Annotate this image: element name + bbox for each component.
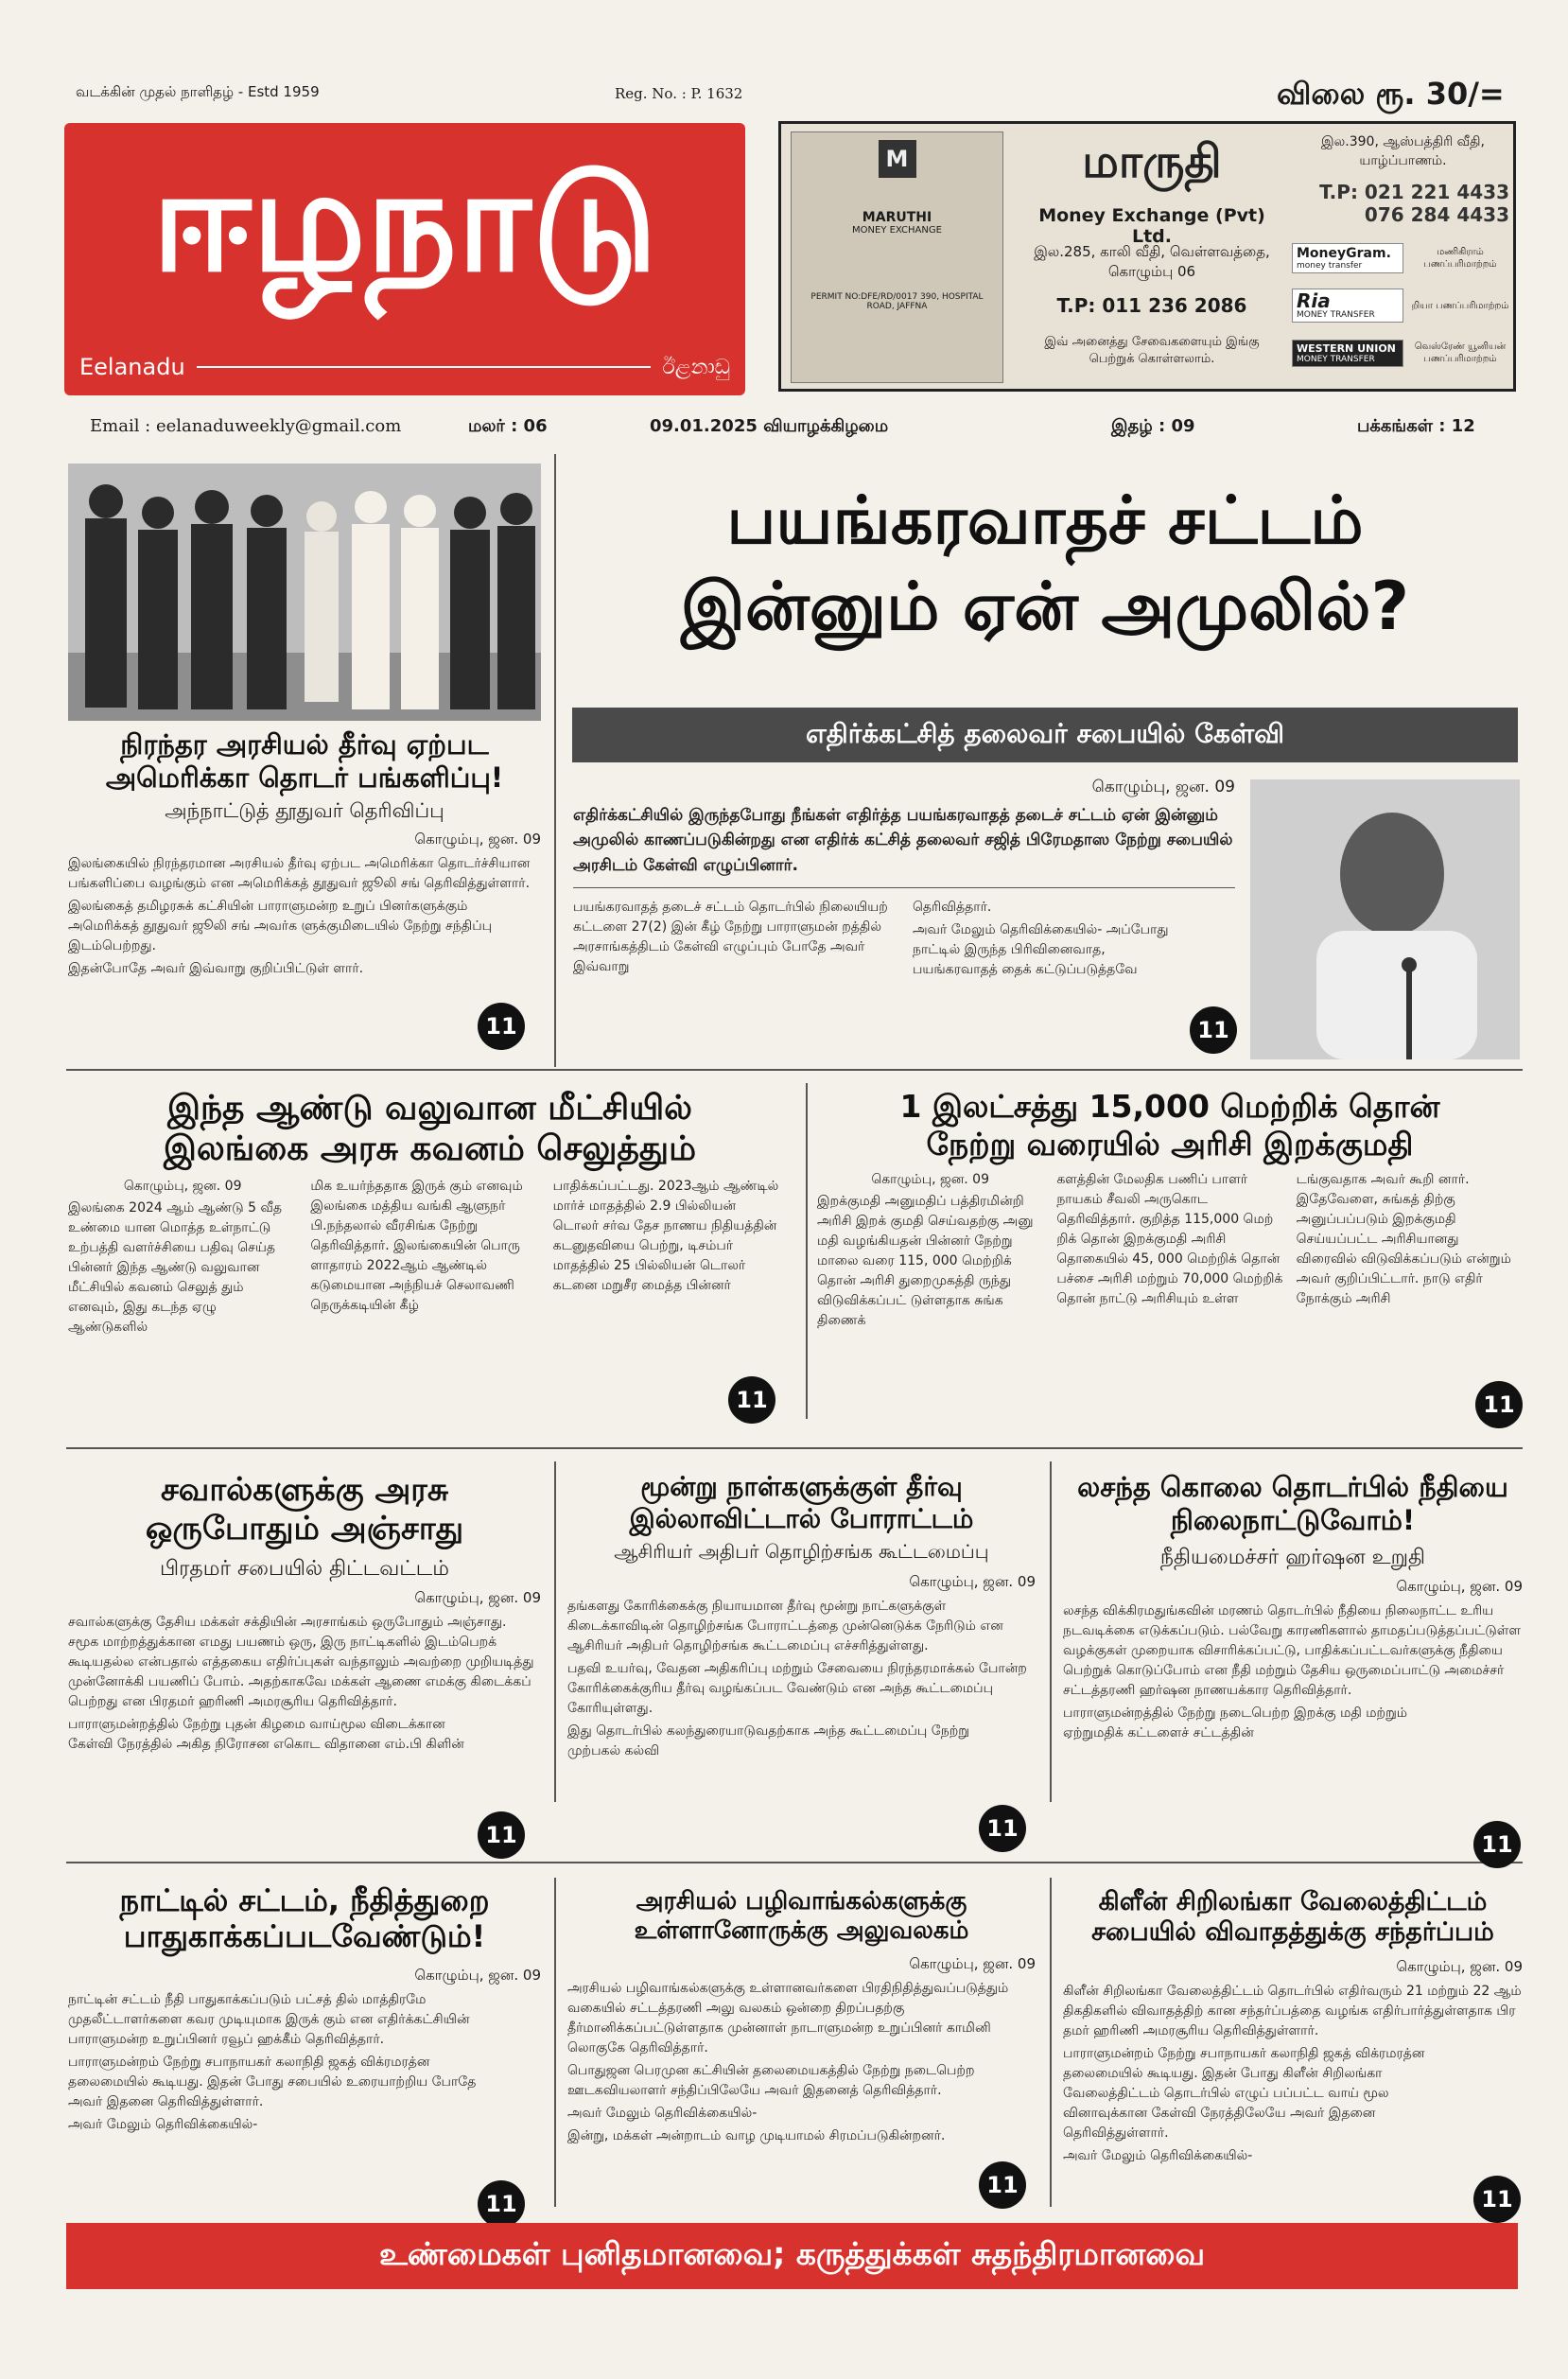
story-lasantha-headline[interactable]: லசந்த கொலை தொடர்பில் நீதியை நிலைநாட்டுவோம்! xyxy=(1077,1471,1508,1536)
ad-phone-colombo[interactable]: T.P: 011 236 2086 xyxy=(1056,294,1247,317)
ria-sub: MONEY TRANSFER xyxy=(1297,310,1375,320)
masthead-tagline: வடக்கின் முதல் நாளிதழ் - Estd 1959 xyxy=(76,83,320,100)
western-union-label: வெஸ்ரேண் யூனியன் பணப்பரிமாற்றம் xyxy=(1414,341,1507,364)
masthead-logo xyxy=(64,123,745,395)
lead-story[interactable] xyxy=(567,478,1523,650)
group-photo xyxy=(68,464,541,721)
story-lasantha-paragraph: லசந்த விக்கிரமதுங்கவின் மரணம் தொடர்பில் நீதியை நிலைநாட்ட உரிய நடவடிக்கை எடுக்கப்படும். பல்வேறு காரணிகளால் தாமதப்படுத்தப்பட்டுள்ள வழக்குகள் முறையாக விசாரிக்கப்பட்டு, பாதிக்கப்பட்டவர்களுக்கு நீதியை பெற்றுக் கொடுப்போம் என நீதி மற்றும் தேசிய ஒருமைப்பாட்டு அமைச்சர் சட்டத்தரணி ஹர்ஷன நாணயக்கார தெரிவித்தார். xyxy=(1063,1603,1522,1699)
story-clean-dateline: கொழும்பு, ஜன. 09 xyxy=(1396,1957,1523,1975)
story-office[interactable] xyxy=(567,1887,1036,2149)
lead-dateline: கொழும்பு, ஜன. 09 xyxy=(1091,778,1235,796)
story-protest-subheadline: ஆசிரியர் அதிபர் தொழிற்சங்க கூட்டமைப்பு xyxy=(614,1540,989,1564)
column-divider xyxy=(554,1878,556,2207)
story-usa-paragraph: இலங்கையில் நிரந்தரமான அரசியல் தீர்வு ஏற்பட அமெரிக்கா தொடர்ச்சியான பங்களிப்பை வழங்கும் என அமெரிக்கத் தூதுவர் ஜூலி சங் தெரிவித்துள்ளார். xyxy=(68,855,531,891)
logo-english: Eelanadu xyxy=(79,354,185,380)
issue-number: இதழ் : 09 xyxy=(1111,416,1195,436)
logo-text: ஈழநாடு xyxy=(151,139,658,304)
story-economy-column-3: பாதிக்கப்பட்டது. 2023ஆம் ஆண்டில் மார்ச் மாதத்தில் 2.9 பில்லியன் டொலர் சர்வ தேச நாணய நிதியத்தின் கடனுதவியை பெற்று, டிசம்பர் மாதத்தில் 25 பில்லியன் டொலர் கடனை மறுசீர மைத்த பின்னர் xyxy=(552,1179,779,1294)
story-lasantha-subheadline: நீதியமைச்சர் ஹர்ஷன உறுதி xyxy=(1159,1545,1426,1569)
lead-intro-divider xyxy=(573,887,1235,888)
story-usa-continued-badge[interactable]: 11 xyxy=(478,1003,525,1050)
footer-motto: உண்மைகள் புனிதமானவை; கருத்துக்கள் சுதந்திரமானவை xyxy=(378,2235,1206,2272)
story-rice-column-2: களத்தின் மேலதிக பணிப் பாளர் நாயகம் சீவலி அருகொட தெரிவித்தார். குறித்த 115,000 மெற் றிக் தொன் இறக்குமதி அரிசி தொகையில் 45, 000 மெற்றிக் தொன் பச்சை அரிசி மற்றும் 70,000 மெற்றிக் தொன் நாட்டு அரிசியும் உள்ள xyxy=(1056,1172,1283,1307)
story-office-paragraph: இன்று, மக்கள் அன்றாடம் வாழ முடியாமல் சிரமப்படுகின்றனர். xyxy=(567,2128,946,2144)
story-challenges-continued-badge[interactable]: 11 xyxy=(478,1811,525,1859)
page-count: பக்கங்கள் : 12 xyxy=(1357,416,1475,436)
service-western-union xyxy=(1292,332,1511,374)
story-protest-paragraph: இது தொடர்பில் கலந்துரையாடுவதற்காக அந்த கூட்டமைப்பு நேற்று முற்பகல் கல்வி xyxy=(567,1723,969,1759)
story-office-dateline: கொழும்பு, ஜன. 09 xyxy=(909,1955,1036,1973)
ad-phone-jaffna-1[interactable]: T.P: 021 221 4433 xyxy=(1319,181,1509,203)
column-divider xyxy=(554,454,556,1067)
service-moneygram xyxy=(1292,237,1511,279)
western-union-logo: WESTERN UNION xyxy=(1297,341,1396,355)
price: விலை ரூ. 30/= xyxy=(1277,76,1505,112)
story-usa-paragraph: இலங்கைத் தமிழரசுக் கட்சியின் பாராளுமன்ற உறுப் பினர்களுக்கும் அமெரிக்கத் தூதுவர் ஜூலி சங் அவர்க ளுக்குமிடையில் நேற்று சந்திப்பு இடம்பெற்றது. xyxy=(68,898,493,953)
story-clean-paragraph: பாராளுமன்றம் நேற்று சபாநாயகர் கலாநிதி ஜகத் விக்ரமரத்ன தலைமையில் கூடியது. இதன் போது கிளீன் சிறிலங்கா வேலைத்திட்டம் தொடர்பில் எழுப் பப்பட்ட வாய் மூல வினாவுக்கான கேள்வி நேரத்திலேயே அவர் இதனை தெரிவித்துள்ளார். xyxy=(1063,2045,1425,2141)
story-law-paragraph: பாராளுமன்றம் நேற்று சபாநாயகர் கலாநிதி ஜகத் விக்ரமரத்ன தலைமையில் கூடியது. இதன் போது சபையில் உரையாற்றிய போதே அவர் இதனை தெரிவித்துள்ளார். xyxy=(68,2054,477,2109)
story-law-headline[interactable]: நாட்டில் சட்டம், நீதித்துறை பாதுகாக்கப்படவேண்டும்! xyxy=(119,1882,490,1955)
story-law-continued-badge[interactable]: 11 xyxy=(478,2180,525,2228)
logo-rule xyxy=(197,366,652,368)
moneygram-sub: money transfer xyxy=(1297,261,1363,271)
section-divider xyxy=(66,1069,1523,1071)
story-protest-paragraph: பதவி உயர்வு, வேதன அதிகரிப்பு மற்றும் சேவையை நிரந்தரமாக்கல் போன்ற கோரிக்கைக்குரிய தீர்வு வழங்கப்பட வேண்டும் என அந்த கூட்டமைப்பு கோரியுள்ளது. xyxy=(567,1661,1027,1717)
story-protest-continued-badge[interactable]: 11 xyxy=(979,1805,1026,1852)
lead-body xyxy=(573,778,1235,983)
column-divider xyxy=(554,1461,556,1802)
story-challenges-paragraph: பாராளுமன்றத்தில் நேற்று புதன் கிழமை வாய்மூல விடைக்கான கேள்வி நேரத்தில் அகித நிரோசன எகொட விதானை எம்.பி கிளின் xyxy=(68,1717,464,1753)
ad-logo-sub: MONEY EXCHANGE xyxy=(852,225,942,236)
lead-headline-line2[interactable]: இன்னும் ஏன் அமுலில்? xyxy=(680,568,1410,645)
ad-services-list xyxy=(1292,237,1511,379)
section-divider xyxy=(66,1447,1523,1449)
story-usa-paragraph: இதன்போதே அவர் இவ்வாறு குறிப்பிட்டுள் ளார். xyxy=(68,960,364,976)
story-lasantha[interactable] xyxy=(1063,1471,1523,1746)
service-ria xyxy=(1292,285,1511,326)
ad-brand-english: Money Exchange (Pvt) Ltd. xyxy=(1038,205,1265,247)
story-lasantha-paragraph: பாராளுமன்றத்தில் நேற்று நடைபெற்ற இறக்கு மதி மற்றும் ஏற்றுமதிக் கட்டளைச் சட்டத்தின் xyxy=(1063,1706,1408,1741)
edition-info-strip xyxy=(90,416,1527,445)
column-divider xyxy=(806,1083,808,1419)
lead-continued-badge[interactable]: 11 xyxy=(1190,1006,1237,1054)
logo-sinhala: ඊළනාඩු xyxy=(662,355,730,379)
story-economy-continued-badge[interactable]: 11 xyxy=(728,1376,775,1424)
story-economy-column-2: மிக உயர்ந்ததாக இருக் கும் எனவும் இலங்கை மத்திய வங்கி ஆளுநர் பி.நந்தலால் வீரசிங்க நேற்று தெரிவித்தார். இலங்கையின் பொரு ளாதாரம் 2022ஆம் ஆண்டில் கடுமையான அந்நியச் செலாவணி நெருக்கடியின் கீழ் xyxy=(310,1179,523,1314)
opposition-leader-photo xyxy=(1250,779,1520,1059)
story-usa[interactable] xyxy=(68,728,541,982)
story-clean-headline[interactable]: கிளீன் சிறிலங்கா வேலைத்திட்டம் சபையில் விவாதத்துக்கு சந்தர்ப்பம் xyxy=(1091,1887,1494,1948)
story-rice-column-1: இறக்குமதி அனுமதிப் பத்திரமின்றி அரிசி இறக் குமதி செய்வதற்கு அனு மதி வழங்கியதன் பின்னர் நேற்று மாலை வரை 115, 000 மெற்றிக் தொன் அரிசி துறைமுகத்தி ருந்து விடுவிக்கப்பட் டுள்ளதாக சுங்க திணைக் xyxy=(817,1194,1034,1329)
footer-banner xyxy=(66,2223,1518,2289)
edition-date: 09.01.2025 வியாழக்கிழமை xyxy=(650,416,889,436)
email-address[interactable]: Email : eelanaduweekly@gmail.com xyxy=(90,416,402,436)
moneygram-logo: MoneyGram. xyxy=(1297,246,1391,261)
story-protest[interactable] xyxy=(567,1471,1036,1764)
story-rice-continued-badge[interactable]: 11 xyxy=(1475,1381,1523,1428)
story-office-paragraph: பொதுஜன பெரமுன கட்சியின் தலைமையகத்தில் நேற்று நடைபெற்ற ஊடகவியலாளர் சந்திப்பிலேயே அவர் இதனைத் தெரிவித்தார். xyxy=(567,2063,975,2099)
story-law-paragraph: அவர் மேலும் தெரிவிக்கையில்- xyxy=(68,2116,258,2132)
ad-logo-box xyxy=(791,131,1003,383)
ad-phone-jaffna-2[interactable]: 076 284 4433 xyxy=(1364,203,1509,226)
story-challenges[interactable] xyxy=(68,1471,541,1758)
lead-headline-line1[interactable]: பயங்கரவாதச் சட்டம் xyxy=(726,481,1364,559)
story-clean-paragraph: அவர் மேலும் தெரிவிக்கையில்- xyxy=(1063,2147,1253,2163)
ad-services-note: இவ் அனைத்து சேவைகளையும் இங்கு பெற்றுக் கொள்ளலாம். xyxy=(1044,335,1260,367)
story-law-dateline: கொழும்பு, ஜன. 09 xyxy=(414,1966,541,1984)
story-protest-dateline: கொழும்பு, ஜன. 09 xyxy=(909,1573,1036,1591)
story-usa-dateline: கொழும்பு, ஜன. 09 xyxy=(414,830,541,848)
western-union-sub: MONEY TRANSFER xyxy=(1297,354,1375,364)
ria-logo: Ria xyxy=(1297,289,1331,312)
lead-column-1: பயங்கரவாதத் தடைச் சட்டம் தொடர்பில் நிலையியற் கட்டளை 27(2) இன் கீழ் நேற்று பாராளுமன் றத்தில் அரசாங்கத்திடம் கேள்வி எழுப்பும் போதே அவர் இவ்வாறு xyxy=(573,900,888,975)
story-protest-paragraph: தங்களது கோரிக்கைக்கு நியாயமான தீர்வு மூன்று நாட்களுக்குள் கிடைக்காவிடின் தொழிற்சங்க போராட்டத்தை முன்னெடுக்க நேரிடும் என ஆசிரியர் அதிபர் தொழிற்சங்க கூட்டமைப்பு எச்சரித்துள்ளது. xyxy=(567,1599,1003,1654)
story-rice-headline-line2[interactable]: நேற்று வரையில் அரிசி இறக்குமதி xyxy=(926,1125,1414,1163)
lead-column-2: தெரிவித்தார். xyxy=(913,900,992,916)
story-law[interactable] xyxy=(68,1882,541,2138)
story-usa-subheadline: அந்நாட்டுத் தூதுவர் தெரிவிப்பு xyxy=(165,798,444,822)
story-clean-continued-badge[interactable]: 11 xyxy=(1473,2176,1521,2223)
maruthi-advertisement[interactable] xyxy=(778,121,1516,392)
story-economy[interactable] xyxy=(68,1088,792,1338)
story-lasantha-continued-badge[interactable]: 11 xyxy=(1473,1821,1521,1868)
ad-brand-tamil: மாருதி xyxy=(1082,135,1222,188)
story-law-paragraph: நாட்டின் சட்டம் நீதி பாதுகாக்கப்படும் பட்சத் தில் மாத்திரமே முதலீட்டாளர்களை கவர முடியுமாக இருக் கும் என எதிர்க்கட்சியின் பாராளுமன்ற உறுப்பினர் ரவூப் ஹக்கீம் தெரிவித்தார். xyxy=(68,1991,470,2047)
story-challenges-dateline: கொழும்பு, ஜன. 09 xyxy=(414,1589,541,1607)
story-office-headline[interactable]: அரசியல் பழிவாங்கல்களுக்கு உள்ளானோருக்கு அலுவலகம் xyxy=(634,1887,969,1946)
lead-column-2: அவர் மேலும் தெரிவிக்கையில்- அப்போது நாட்டில் இருந்த பிரிவினைவாத, பயங்கரவாதத் தைக் கட்டுப்படுத்தவே xyxy=(913,922,1169,978)
volume-number: மலர் : 06 xyxy=(468,416,548,436)
column-divider xyxy=(1050,1878,1052,2207)
story-office-continued-badge[interactable]: 11 xyxy=(979,2161,1026,2209)
story-challenges-subheadline: பிரதமர் சபையில் திட்டவட்டம் xyxy=(160,1556,449,1581)
story-clean-srilanka[interactable] xyxy=(1063,1887,1523,2169)
story-office-paragraph: அரசியல் பழிவாங்கல்களுக்கு உள்ளானவர்களை பிரதிநிதித்துவப்படுத்தும் வகையில் சட்டத்தரணி அலு வலகம் ஒன்றை திறப்பதற்கு தீர்மானிக்கப்பட்டுள்ளதாக முன்னாள் நாடாளுமன்ற உறுப்பினர் காமினி லொகுகே தெரிவித்தார். xyxy=(567,1981,1009,2056)
story-rice[interactable] xyxy=(817,1088,1523,1331)
lead-intro: எதிர்க்கட்சியில் இருந்தபோது நீங்கள் எதிர்த்த பயங்கரவாதத் தடைச் சட்டம் ஏன் இன்னும் அமுலில் காணப்படுகின்றது என எதிர்க் கட்சித் தலைவர் சஜித் பிரேமதாஸ நேற்று சபையில் அரசிடம் கேள்வி எழுப்பினார். xyxy=(573,806,1233,875)
story-rice-column-3: டங்குவதாக அவர் கூறி னார். இதேவேளை, சுங்கத் திற்கு அனுப்பப்படும் இறக்குமதி செய்யப்பட்ட அரிசியானது விரைவில் விடுவிக்கப்படும் என்றும் அவர் குறிப்பிட்டார். நாடு எதிர் நோக்கும் அரிசி xyxy=(1296,1172,1511,1307)
story-protest-headline[interactable]: மூன்று நாள்களுக்குள் தீர்வு இல்லாவிட்டால் போராட்டம் xyxy=(629,1471,974,1534)
speaker-photo-image xyxy=(1250,779,1520,1059)
story-challenges-paragraph: சவால்களுக்கு தேசிய மக்கள் சக்தியின் அரசாங்கம் ஒருபோதும் அஞ்சாது. சமூக மாற்றத்துக்கான எமது பயணம் ஒரு, இரு நாட்டிகளில் இடம்பெறக் கூடியதல்ல என்பதால் எத்தகைய எதிர்ப்புகள் வந்தாலும் அவற்றை முறியடித்து முன்னோக்கி பயணிப் போம். அதற்காகவே மக்கள் ஆணை எமக்கு கிடைக்கப் பெற்றது என பிரதமர் ஹரிணி அமரசூரிய தெரிவித்தார். xyxy=(68,1615,534,1710)
story-economy-headline-line1[interactable]: இந்த ஆண்டு வலுவான மீட்சியில் xyxy=(166,1089,693,1128)
ad-logo-name: MARUTHI xyxy=(862,210,932,225)
story-rice-headline-line1[interactable]: 1 இலட்சத்து 15,000 மெற்றிக் தொன் xyxy=(899,1088,1440,1125)
story-clean-paragraph: கிளீன் சிறிலங்கா வேலைத்திட்டம் தொடர்பில் எதிர்வரும் 21 மற்றும் 22 ஆம் திகதிகளில் விவாதத்திற் கான சந்தர்ப்பத்தை வழங்க எதிர்பார்த்துள்ளதாக பிர தமர் ஹரிணி அமரசூரிய தெரிவித்துள்ளார். xyxy=(1063,1983,1522,2038)
lead-banner xyxy=(572,708,1518,762)
story-challenges-headline[interactable]: சவால்களுக்கு அரசு ஒருபோதும் அஞ்சாது xyxy=(145,1471,464,1548)
maruthi-logo-icon: M xyxy=(879,140,916,178)
section-divider xyxy=(66,1862,1523,1863)
ad-permit: PERMIT NO:DFE/RD/0017 390, HOSPITAL ROAD, JAFFNA xyxy=(810,292,984,311)
story-rice-dateline: கொழும்பு, ஜன. 09 xyxy=(871,1172,989,1188)
ad-address-colombo: இல.285, காலி வீதி, வெள்ளவத்தை, கொழும்பு 06 xyxy=(1034,243,1270,280)
lead-banner-text: எதிர்க்கட்சித் தலைவர் சபையில் கேள்வி xyxy=(805,717,1285,749)
story-economy-headline-line2[interactable]: இலங்கை அரசு கவனம் செலுத்தும் xyxy=(163,1129,697,1169)
group-photo-image xyxy=(68,464,541,721)
story-usa-headline[interactable]: நிரந்தர அரசியல் தீர்வு ஏற்பட அமெரிக்கா தொடர் பங்களிப்பு! xyxy=(105,728,504,794)
story-lasantha-dateline: கொழும்பு, ஜன. 09 xyxy=(1396,1578,1523,1596)
column-divider xyxy=(1050,1461,1052,1802)
ad-address-jaffna: இல.390, ஆஸ்பத்திரி வீதி, யாழ்ப்பாணம். xyxy=(1321,134,1485,168)
registration-number: Reg. No. : P. 1632 xyxy=(615,85,743,102)
moneygram-label: மணிகிராம் பணப்பரிமாற்றம் xyxy=(1423,247,1497,270)
story-economy-dateline: கொழும்பு, ஜன. 09 xyxy=(123,1179,242,1195)
ria-label: றியா பணப்பரிமாற்றம் xyxy=(1411,300,1509,311)
story-economy-column-1: இலங்கை 2024 ஆம் ஆண்டு 5 வீத உண்மை யான மொத்த உள்நாட்டு உற்பத்தி வளர்ச்சியை பதிவு செய்த பின்னர் இந்த ஆண்டு வலுவான மீட்சியில் கவனம் செலுத் தும் எனவும், இது கடந்த ஏழு ஆண்டுகளில் xyxy=(68,1200,282,1336)
story-office-paragraph: அவர் மேலும் தெரிவிக்கையில்- xyxy=(567,2106,758,2122)
